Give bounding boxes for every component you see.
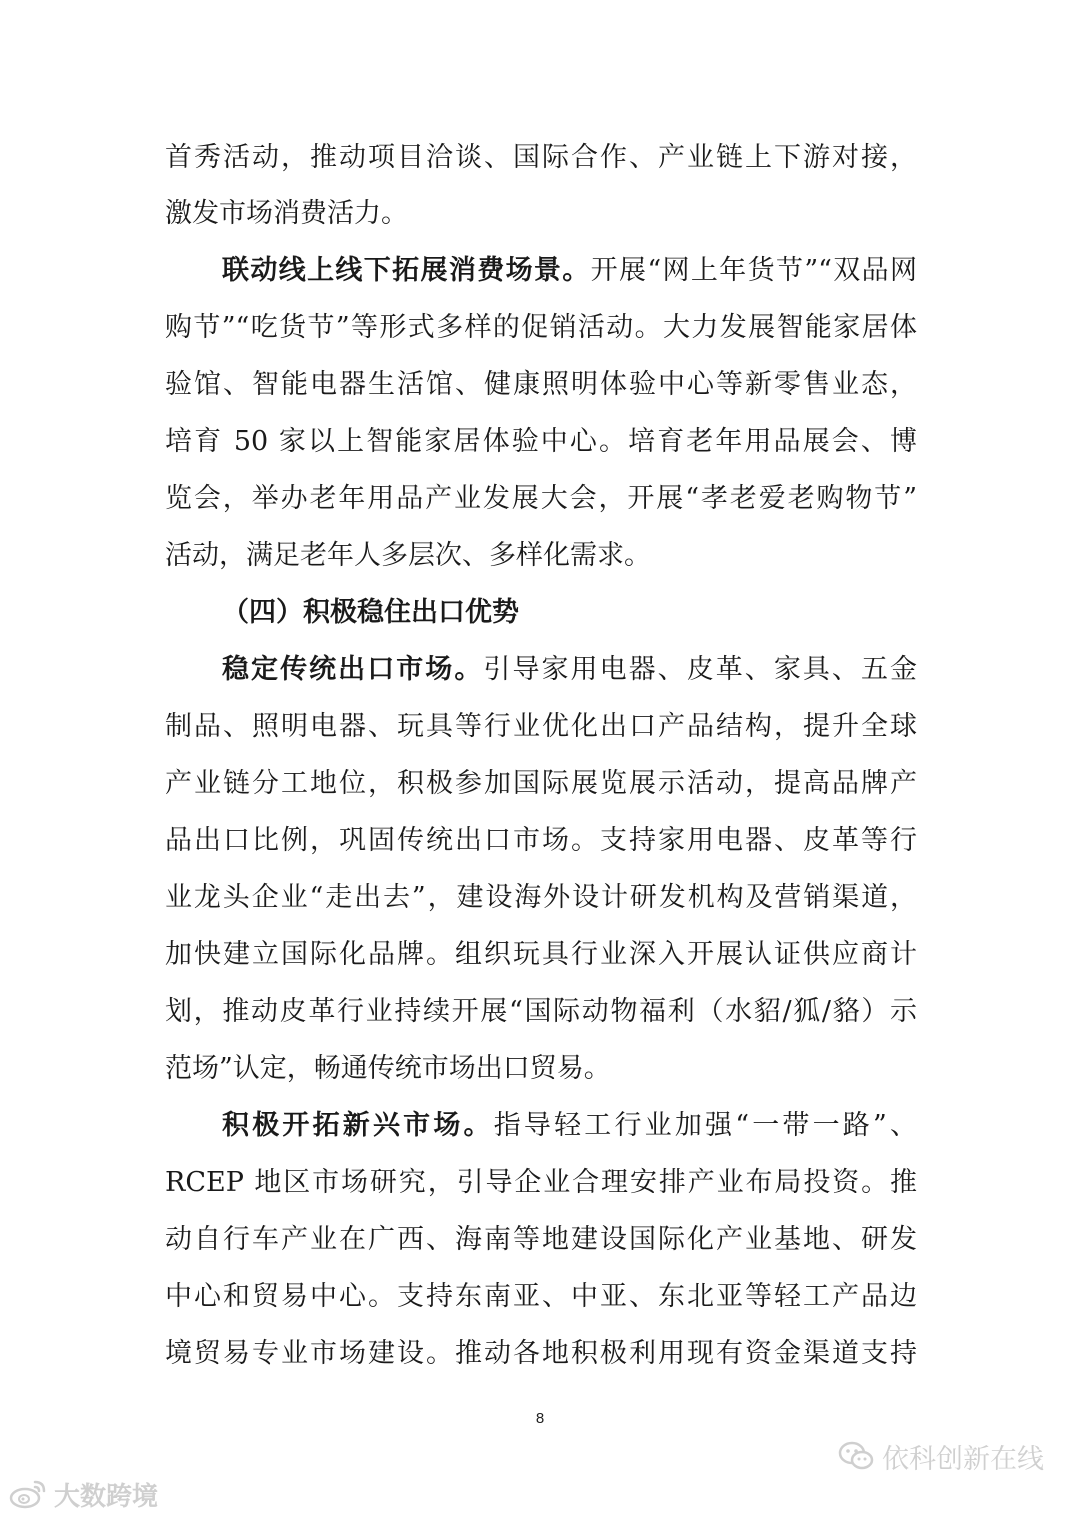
paragraph-4-line-1-text: 指导轻工行业加强“一带一路”、	[493, 1110, 917, 1141]
paragraph-3-line-1-text: 引导家用电器、皮革、家具、五金	[483, 654, 918, 685]
paragraph-1-line-2: 激发市场消费活力。	[165, 198, 408, 229]
paragraph-3-line-1	[222, 652, 917, 688]
paragraph-3-line-4: 品出口比例，巩固传统出口市场。支持家用电器、皮革等行	[165, 825, 917, 856]
paragraph-2-lead: 联动线上线下拓展消费场景。	[222, 255, 591, 286]
weibo-icon	[8, 1478, 48, 1510]
paragraph-2-line-3: 验馆、智能电器生活馆、健康照明体验中心等新零售业态，	[165, 369, 917, 400]
paragraph-3-line-7: 划，推动皮革行业持续开展“国际动物福利（水貂/狐/貉）示	[165, 996, 917, 1027]
paragraph-2-line-4: 培育 50 家以上智能家居体验中心。培育老年用品展会、博	[165, 426, 917, 457]
paragraph-4-line-2: RCEP 地区市场研究，引导企业合理安排产业布局投资。推	[165, 1167, 917, 1198]
paragraph-2-line-1-text: 开展“网上年货节”“双品网	[590, 255, 917, 286]
paragraph-3-lead: 稳定传统出口市场。	[222, 654, 484, 685]
paragraph-3-line-5: 业龙头企业“走出去”，建设海外设计研发机构及营销渠道，	[165, 882, 917, 913]
page-number: 8	[535, 1410, 545, 1427]
paragraph-1-line-1: 首秀活动，推动项目洽谈、国际合作、产业链上下游对接，	[165, 142, 917, 173]
paragraph-4-line-5: 境贸易专业市场建设。推动各地积极利用现有资金渠道支持	[165, 1338, 917, 1369]
paragraph-3-line-2: 制品、照明电器、玩具等行业优化出口产品结构，提升全球	[165, 711, 917, 742]
paragraph-4-lead: 积极开拓新兴市场。	[222, 1110, 494, 1141]
paragraph-4-line-4: 中心和贸易中心。支持东南亚、中亚、东北亚等轻工产品边	[165, 1281, 917, 1312]
paragraph-4-line-3: 动自行车产业在广西、海南等地建设国际化产业基地、研发	[165, 1224, 917, 1255]
paragraph-2-line-1	[222, 253, 917, 289]
section-heading: （四）积极稳住出口优势	[222, 597, 519, 628]
paragraph-2-line-5: 览会，举办老年用品产业发展大会，开展“孝老爱老购物节”	[165, 483, 917, 514]
paragraph-3-line-6: 加快建立国际化品牌。组织玩具行业深入开展认证供应商计	[165, 939, 917, 970]
paragraph-4-line-1	[222, 1108, 917, 1144]
watermark-left	[8, 1474, 158, 1514]
watermark-left-text: 大数跨境	[54, 1481, 159, 1512]
watermark-right	[838, 1436, 1044, 1476]
paragraph-3-line-3: 产业链分工地位，积极参加国际展览展示活动，提高品牌产	[165, 768, 917, 799]
wechat-icon	[838, 1441, 874, 1471]
watermark-right-text: 依科创新在线	[882, 1443, 1044, 1475]
paragraph-3-line-8: 范场”认定，畅通传统市场出口贸易。	[165, 1053, 611, 1084]
paragraph-2-line-2: 购节”“吃货节”等形式多样的促销活动。大力发展智能家居体	[165, 312, 917, 343]
paragraph-2-line-6: 活动，满足老年人多层次、多样化需求。	[165, 540, 651, 571]
